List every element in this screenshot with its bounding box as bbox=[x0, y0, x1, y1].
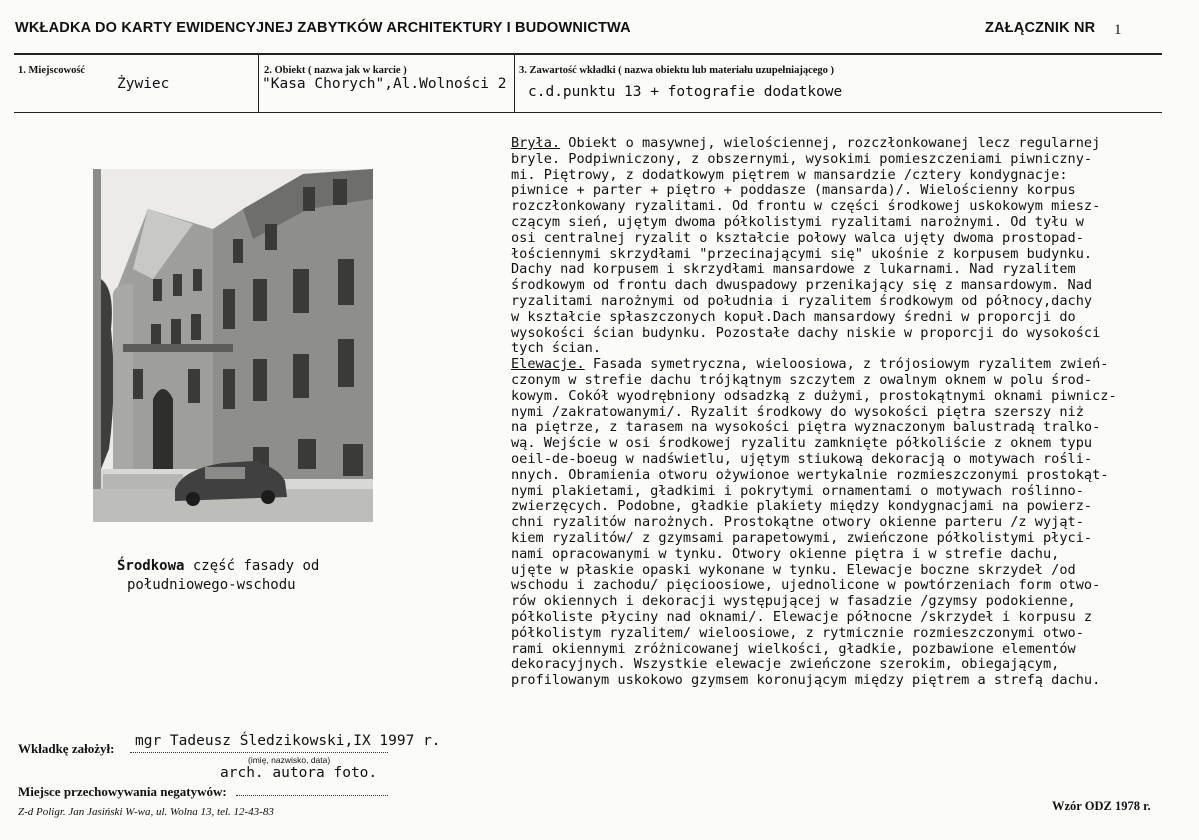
description-line-text: tych ścian. bbox=[511, 340, 602, 357]
description-line bbox=[511, 420, 1117, 436]
description-line bbox=[511, 499, 1117, 515]
photo-caption-bold: Środkowa bbox=[117, 558, 185, 574]
field-divider-1 bbox=[258, 55, 259, 113]
description-line bbox=[511, 199, 1117, 215]
description-line bbox=[511, 341, 1117, 357]
description-line-text: dekoracyjnych. Wszystkie elewacje zwieńczone szerokim, obiegającym, bbox=[511, 656, 1060, 673]
description-line bbox=[511, 642, 1117, 658]
description-line-text: wysokości ścian budynku. Pozostałe dachy niskie w proporcji do wysokości bbox=[511, 324, 1101, 341]
description-line bbox=[511, 626, 1117, 642]
description-line bbox=[511, 215, 1117, 231]
description-line bbox=[511, 515, 1117, 531]
negatives-label: Miejsce przechowywania negatywów: bbox=[18, 784, 227, 799]
description-line-text: nami opracowanymi w tynku. Otwory okienne piętra i w strefie dachu, bbox=[511, 545, 1060, 562]
description-line bbox=[511, 610, 1117, 626]
description-line-text: profilowanym uskokowo gzymsem koronującym między piętrem a strefą dachu. bbox=[511, 672, 1101, 689]
description-line bbox=[511, 247, 1117, 263]
description-line-text: czonym w strefie dachu trójkątnym szczytem z owalnym oknem w polu środ- bbox=[511, 371, 1093, 388]
description-line-text: bryle. Podpiwniczony, z obszernymi, wysokimi pomieszczeniami piwniczny- bbox=[511, 150, 1093, 167]
description-line-text: środkowym od frontu dach dwuspadowy przenikający się z mansardowym. Nad bbox=[511, 277, 1093, 294]
description-line bbox=[511, 152, 1117, 168]
section-heading: Bryła. bbox=[511, 135, 561, 151]
negatives-dotted-line bbox=[236, 795, 388, 796]
description-line bbox=[511, 231, 1117, 247]
founder-label: Wkładkę założył: bbox=[18, 741, 115, 756]
description-line bbox=[511, 657, 1117, 673]
description-line-text: półkolistym ryzalitem/ wieloosiowe, z rytmicznie rozmieszczonymi otwo- bbox=[511, 624, 1084, 641]
photo-caption-line-2: południowego-wschodu bbox=[127, 577, 296, 593]
description-line bbox=[511, 278, 1117, 294]
description-line bbox=[511, 294, 1117, 310]
description-line-text: kowym. Cokół wyodrębniony odsadzką z dużymi, prostokątnymi oknami piwnicz- bbox=[511, 387, 1117, 404]
description-line-text: nnych. Obramienia otworu ożywionoe wertykalnie rozmieszczonymi prostokąt- bbox=[511, 466, 1109, 483]
description-line bbox=[511, 405, 1117, 421]
description-line bbox=[511, 168, 1117, 184]
description-line-text: łościennymi skrzydłami "przecinającymi się" ukośnie z korpusem budynku. bbox=[511, 245, 1093, 262]
description-line bbox=[511, 183, 1117, 199]
description-line bbox=[511, 547, 1117, 563]
attachment-number: 1 bbox=[1114, 22, 1122, 38]
object-value: "Kasa Chorych",Al.Wolności 2 bbox=[262, 76, 507, 92]
description-line bbox=[511, 673, 1117, 689]
description-line-text: ujęte w płaskie opaski wykonane w tynku. Elewacje boczne skrzydeł /od bbox=[511, 561, 1076, 578]
section-heading: Elewacje. bbox=[511, 356, 585, 373]
negatives-value: arch. autora foto. bbox=[220, 765, 378, 781]
form-title: WKŁADKA DO KARTY EWIDENCYJNEJ ZABYTKÓW ARCHITEKTURY I BUDOWNICTWA bbox=[15, 20, 631, 36]
description-line-text: Fasada symetryczna, wieloosiowa, z trójosiowym ryzalitem zwień- bbox=[584, 356, 1109, 373]
description-line bbox=[511, 310, 1117, 326]
description-text bbox=[511, 136, 1117, 689]
building-photo bbox=[93, 169, 373, 522]
description-line bbox=[511, 326, 1117, 342]
description-line-text: piwnice + parter + piętro + poddasze (mansarda)/. Wielościenny korpus bbox=[511, 182, 1076, 199]
description-line-text: osi centralnej ryzalit o kształcie połowy walca ujęty dwoma prostopad- bbox=[511, 229, 1084, 246]
description-line-text: w kształcie spłaszczonych kopuł.Dach mansardowy średni w proporcji do bbox=[511, 308, 1076, 325]
founder-hint: (imię, nazwisko, data) bbox=[248, 755, 331, 765]
founder-dotted-line bbox=[130, 752, 388, 753]
description-line-text: rami okiennymi zróżnicowanej wielkości, gładkie, pozbawione elementów bbox=[511, 640, 1076, 657]
description-line-text: Dachy nad korpusem i skrzydłami mansardowe z lukarnami. Nad ryzalitem bbox=[511, 261, 1076, 278]
photo-caption bbox=[117, 557, 319, 595]
contents-value: c.d.punktu 13 + fotografie dodatkowe bbox=[528, 84, 843, 100]
description-line bbox=[511, 373, 1117, 389]
printer-info: Z-d Poligr. Jan Jasiński W-wa, ul. Wolna 13, tel. 12-43-83 bbox=[18, 806, 274, 818]
form-pattern: Wzór ODZ 1978 r. bbox=[1052, 799, 1151, 813]
fields-rule bbox=[14, 112, 1162, 113]
description-line bbox=[511, 262, 1117, 278]
description-line bbox=[511, 594, 1117, 610]
description-line-text: wschodu i zachodu/ pięcioosiowe, ujednolicone w powtórzeniach form otwo- bbox=[511, 577, 1101, 594]
contents-label: 3. Zawartość wkładki ( nazwa obiektu lub materiału uzupełniającego ) bbox=[519, 65, 835, 76]
field-divider-2 bbox=[514, 55, 515, 113]
locality-value: Żywiec bbox=[117, 76, 170, 92]
description-line bbox=[511, 531, 1117, 547]
description-line-text: czącym sień, ujętym dwoma półkolistymi ryzalitami narożnymi. Od tyłu w bbox=[511, 213, 1084, 230]
description-line bbox=[511, 468, 1117, 484]
object-label: 2. Obiekt ( nazwa jak w karcie ) bbox=[264, 65, 407, 76]
description-line-text: ryzalitami narożnymi od południa i ryzalitem środkowym od północy,dachy bbox=[511, 292, 1093, 309]
description-line-text: nymi /zakratowanymi/. Ryzalit środkowy do wysokości piętra szerszy niż bbox=[511, 403, 1084, 420]
description-line bbox=[511, 563, 1117, 579]
description-line bbox=[511, 436, 1117, 452]
description-line-text: na piętrze, z tarasem na wysokości piętra wyznaczonym balustradą tralko- bbox=[511, 419, 1101, 436]
description-line-text: rów okiennych i dekoracji występującej w fasadzie /gzymsy podokienne, bbox=[511, 593, 1076, 610]
description-line bbox=[511, 578, 1117, 594]
description-line bbox=[511, 452, 1117, 468]
attachment-label: ZAŁĄCZNIK NR bbox=[985, 20, 1096, 36]
top-rule bbox=[14, 53, 1162, 55]
description-line-text: chni ryzalitów narożnych. Prostokątne otwory okienne parteru /z wyjąt- bbox=[511, 514, 1084, 531]
description-line bbox=[511, 357, 1117, 373]
photo-caption-line-1: część fasady od bbox=[184, 558, 320, 574]
description-line-text: półkoliste płyciny nad oknami/. Elewacje północne /skrzydeł i korpusu z bbox=[511, 608, 1093, 625]
description-line-text: Obiekt o masywnej, wielościennej, rozczłonkowanej lecz regularnej bbox=[560, 135, 1101, 151]
description-line-text: wą. Wejście w osi środkowej ryzalitu zamknięte półkoliście z oknem typu bbox=[511, 435, 1093, 452]
description-line bbox=[511, 484, 1117, 500]
locality-label: 1. Miejscowość bbox=[18, 65, 86, 76]
description-line-text: kiem ryzalitów/ z gzymsami parapetowymi, zwieńczone półkolistymi płyci- bbox=[511, 529, 1093, 546]
description-line bbox=[511, 389, 1117, 405]
founder-value: mgr Tadeusz Śledzikowski,IX 1997 r. bbox=[135, 733, 441, 749]
description-line-text: oeil-de-boeug w nadświetlu, ujętym stiukową dekoracją o motywach rośli- bbox=[511, 450, 1093, 467]
description-line-text: rozczłonkowany ryzalitami. Od frontu w części środkowej uskokowym miesz- bbox=[511, 198, 1101, 215]
description-line-text: zwierzęcych. Podobne, gładkie plakiety między kondygnacjami na powierz- bbox=[511, 498, 1093, 515]
description-line-text: mi. Piętrowy, z dodatkowym piętrem w mansardzie /cztery kondygnacje: bbox=[511, 166, 1068, 183]
description-line bbox=[511, 136, 1117, 152]
description-line-text: nymi plakietami, gładkimi i pokrytymi ornamentami o motywach roślinno- bbox=[511, 482, 1084, 499]
